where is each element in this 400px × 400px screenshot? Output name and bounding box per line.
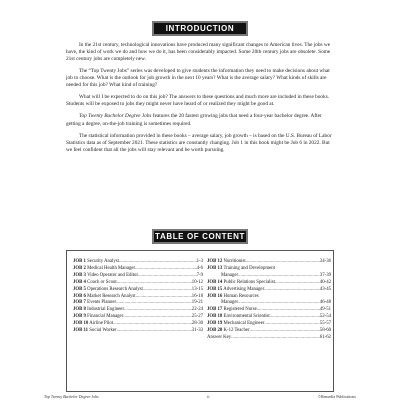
job-number: JOB 2 <box>73 265 86 271</box>
job-title: Training and Development <box>223 265 275 271</box>
job-number: JOB 15 <box>207 286 223 292</box>
job-title: Mechanical Engineer <box>223 321 265 327</box>
job-number: JOB 14 <box>207 279 223 285</box>
page-range: 31-33 <box>191 328 203 334</box>
job-title: Video Operator and Editor <box>87 272 139 278</box>
page-range: 43-45 <box>319 286 331 292</box>
page-range: 22-24 <box>191 307 203 313</box>
intro-paragraph-4-rest: features the 20 fastest growing jobs that need a four-year bachelor degree. After getting a degree, on-the-job training is sometimes required. <box>66 113 322 127</box>
page-range: 10-12 <box>191 279 203 285</box>
toc-entry-job-17[interactable] <box>207 307 331 314</box>
table-of-content-box <box>66 250 334 392</box>
toc-entry-job-15[interactable] <box>207 287 331 294</box>
job-title: Industrial Engineer <box>87 307 125 313</box>
page-range: 13-15 <box>191 286 203 292</box>
job-number: JOB 19 <box>207 321 223 327</box>
page-range: 52-54 <box>319 314 331 320</box>
page-range: 16-18 <box>191 293 203 299</box>
toc-entry-job-11[interactable] <box>73 328 203 335</box>
job-number: JOB 11 <box>73 328 89 334</box>
page-range: 7-9 <box>196 272 203 278</box>
toc-left-column <box>73 259 203 335</box>
toc-entry-job-10[interactable] <box>73 321 203 328</box>
toc-entry-job-6[interactable] <box>73 294 203 301</box>
job-title: Medical Health Manager <box>87 265 136 271</box>
toc-entry-job-3[interactable] <box>73 273 203 280</box>
page-range: 25-27 <box>191 314 203 320</box>
job-number: JOB 10 <box>73 321 89 327</box>
toc-right-column <box>207 259 331 342</box>
job-title: Market Research Analyst <box>87 293 136 299</box>
toc-entry-job-19[interactable] <box>207 321 331 328</box>
page-range: 55-57 <box>319 321 331 327</box>
job-title: Events Planner <box>87 300 117 306</box>
toc-entry-job-16-cont[interactable] <box>207 300 331 307</box>
page-footer <box>44 394 356 399</box>
page-range: 58-60 <box>319 328 331 334</box>
toc-entry-job-12[interactable] <box>207 259 331 266</box>
toc-entry-job-13[interactable] <box>207 266 331 273</box>
job-title: Coach or Scout <box>87 279 117 285</box>
page-range: 46-48 <box>319 300 331 306</box>
job-number: JOB 6 <box>73 293 86 299</box>
job-number: JOB 7 <box>73 300 86 306</box>
job-title: Public Relations Specialist <box>223 279 275 285</box>
introduction-body <box>66 42 334 159</box>
toc-entry-job-1[interactable] <box>73 259 203 266</box>
job-number: JOB 4 <box>73 279 86 285</box>
job-number: JOB 12 <box>207 259 223 264</box>
toc-entry-job-20[interactable] <box>207 328 331 335</box>
job-title-continued: Manager <box>221 272 239 278</box>
job-title: Social Worker <box>89 328 117 334</box>
job-number: JOB 5 <box>73 286 86 292</box>
job-number: JOB 16 <box>207 293 223 299</box>
page-range: 37-39 <box>319 272 331 278</box>
toc-entry-job-9[interactable] <box>73 314 203 321</box>
toc-entry-job-18[interactable] <box>207 314 331 321</box>
introduction-heading: INTRODUCTION <box>152 21 248 36</box>
job-number: JOB 20 <box>207 328 223 334</box>
intro-paragraph-3: What will I be expected to do on this job? The answers to these questions and much more are included in these books. Students will be exposed to jobs they might never have heard of or realized they might be good at. <box>66 94 330 108</box>
job-title: Nutritionist <box>223 259 246 264</box>
book-title-italic: Top Twenty Bachelor Degree Jobs <box>79 113 152 120</box>
job-number: JOB 17 <box>207 307 223 313</box>
toc-entry-job-5[interactable] <box>73 287 203 294</box>
page-range: 34-36 <box>319 259 331 264</box>
job-title: Financial Manager <box>87 314 124 320</box>
toc-entry-job-4[interactable] <box>73 280 203 287</box>
intro-paragraph-1: In the 21st century, technological innovations have produced many significant changes to American lives. The jobs we have, the kind of work we do and how we do it, has been considerably impacted. Some 20th century jobs are obsolete. Some 21st century jobs are completely new. <box>66 42 331 63</box>
toc-entry-job-14[interactable] <box>207 280 331 287</box>
job-number: JOB 1 <box>73 259 86 264</box>
page-range: 40-42 <box>319 279 331 285</box>
footer-publisher: ©Remedia Publications <box>317 394 356 399</box>
table-of-content-heading: TABLE OF CONTENT <box>152 229 248 244</box>
toc-entry-job-13-cont[interactable] <box>207 273 331 280</box>
job-number: JOB 9 <box>73 314 86 320</box>
footer-book-title: Top Twenty Bachelor Degree Jobs <box>44 394 99 399</box>
page-range: 1-3 <box>196 259 203 264</box>
job-title: Answer Key <box>207 334 232 340</box>
toc-entry-job-7[interactable] <box>73 300 203 307</box>
job-number: JOB 3 <box>73 272 86 278</box>
job-title: Human Resources <box>223 293 259 299</box>
job-title-continued: Manager <box>221 300 239 306</box>
job-number: JOB 13 <box>207 265 223 271</box>
job-number: JOB 8 <box>73 307 86 313</box>
job-number: JOB 18 <box>207 314 223 320</box>
job-title: Registered Nurse <box>223 307 257 313</box>
toc-entry-job-2[interactable] <box>73 266 203 273</box>
job-title: Operations Research Analyst <box>87 286 143 292</box>
job-title: Environmental Scientist <box>223 314 270 320</box>
job-title: Airline Pilot <box>89 321 114 327</box>
job-title: K-12 Teacher <box>223 328 250 334</box>
job-title: Security Analyst <box>87 259 119 264</box>
intro-paragraph-5: The statistical information provided in these books – average salary, job growth – is based on the U.S. Bureau of Labor Statistics data as of September 2021. These statistics are constantly changing. Job 1 in this book might be Job 6 in 2022. But we feel confident that all the jobs will stay relevant and be worth pursuing. <box>66 132 332 153</box>
toc-entry-job-16[interactable] <box>207 294 331 301</box>
page-range: 28-30 <box>191 321 203 327</box>
page-range: 49-51 <box>319 307 331 313</box>
intro-paragraph-2: The “Top Twenty Jobs” series was developed to give students the information they need to make decisions about what job to choose. What is the outlook for job growth in the next 10 years? What is the average salary? What kinds of skills are needed for this job? What kind of training? <box>66 68 330 89</box>
intro-paragraph-4 <box>66 113 334 127</box>
footer-page-number: ii <box>207 394 210 399</box>
toc-entry-answer-key[interactable] <box>207 335 331 342</box>
job-title: Advertising Manager <box>223 286 265 292</box>
page-range: 4-6 <box>196 265 203 271</box>
toc-entry-job-8[interactable] <box>73 307 203 314</box>
page-range: 61-62 <box>319 334 331 340</box>
page-range: 19-21 <box>191 300 203 306</box>
